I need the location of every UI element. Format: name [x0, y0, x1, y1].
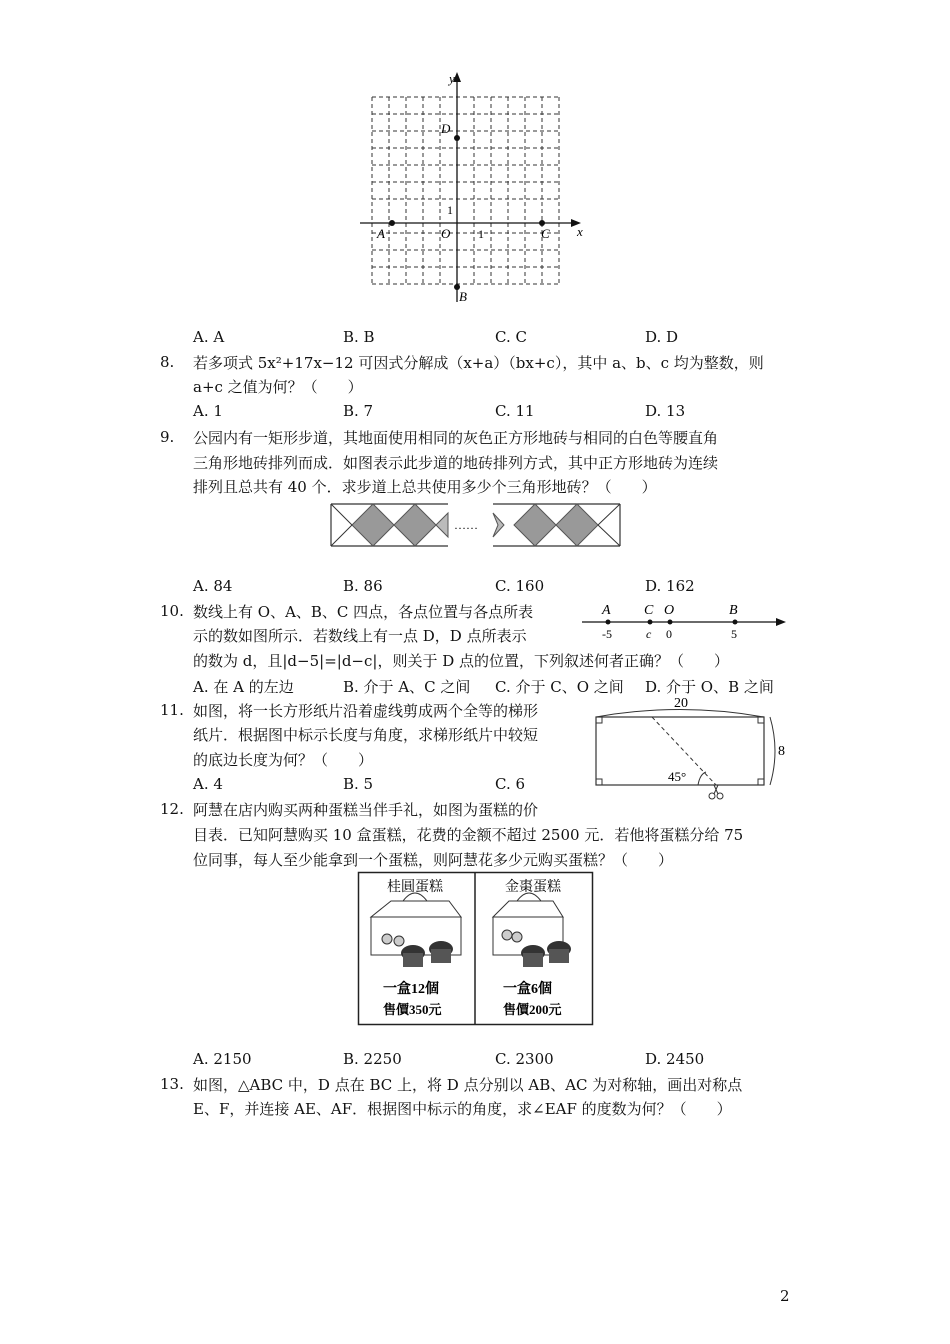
q7-option-d[interactable]: D. D [645, 328, 679, 346]
q13-text-line1: 如图，△ABC 中，D 点在 BC 上，将 D 点分别以 AB、AC 为对称轴，画出对称点 [193, 1076, 743, 1094]
nl-label-c: C [644, 603, 654, 618]
page-number: 2 [780, 1287, 790, 1305]
q12-text-line2: 目表．已知阿慧购买 10 盒蛋糕，花费的金额不超过 2500 元．若他将蛋糕分给 75 [193, 826, 744, 844]
q13-number: 13. [160, 1075, 184, 1093]
cake2-qty: 一盒6個 [503, 982, 552, 997]
q12-number: 12. [160, 800, 184, 818]
q12-option-a[interactable]: A. 2150 [193, 1050, 252, 1068]
nl-value-c: c [646, 627, 652, 641]
q10-option-c[interactable]: C. 介于 C、O 之间 [495, 678, 624, 696]
q10-text-line3: 的数为 d，且|d−5|=|d−c|，则关于 D 点的位置，下列叙述何者正确？（ ） [193, 652, 730, 670]
q10-option-a[interactable]: A. 在 A 的左边 [193, 678, 294, 696]
point-b-label: B [459, 289, 467, 304]
q11-option-b[interactable]: B. 5 [343, 775, 374, 793]
q9-text-line3: 排列且总共有 40 个．求步道上总共使用多少个三角形地砖？（ ） [193, 478, 657, 496]
coordinate-grid-figure [355, 70, 595, 310]
q8-number: 8. [160, 353, 175, 371]
q7-option-b[interactable]: B. B [343, 328, 375, 346]
q9-number: 9. [160, 428, 175, 446]
q8-option-a[interactable]: A. 1 [193, 402, 223, 420]
q8-text-line1: 若多项式 5x²+17x−12 可因式分解成（x+a）（bx+c），其中 a、b、c 均为整数，则 [193, 354, 764, 372]
q12-option-c[interactable]: C. 2300 [495, 1050, 554, 1068]
nl-label-a: A [602, 603, 611, 618]
q10-option-d[interactable]: D. 介于 O、B 之间 [645, 678, 774, 696]
nl-label-b: B [729, 603, 738, 618]
q11-text-line2: 纸片．根据图中标示长度与角度，求梯形纸片中较短 [193, 726, 539, 744]
q8-option-c[interactable]: C. 11 [495, 402, 535, 420]
q8-option-b[interactable]: B. 7 [343, 402, 374, 420]
cake-price-figure [357, 871, 595, 1027]
q10-number: 10. [160, 602, 184, 620]
q7-option-a[interactable]: A. A [193, 328, 225, 346]
unit-x-label: 1 [478, 227, 484, 241]
q11-option-a[interactable]: A. 4 [193, 775, 223, 793]
q8-option-d[interactable]: D. 13 [645, 402, 686, 420]
q10-text-line2: 示的数如图所示．若数线上有一点 D，D 点所表示 [193, 627, 527, 645]
q11-option-c[interactable]: C. 6 [495, 775, 526, 793]
origin-label: O [441, 226, 451, 241]
point-d-label: D [441, 121, 451, 136]
q12-option-d[interactable]: D. 2450 [645, 1050, 705, 1068]
q9-text-line2: 三角形地砖排列而成．如图表示此步道的地砖排列方式，其中正方形地砖为连续 [193, 454, 719, 472]
q13-text-line2: E、F，并连接 AE、AF．根据图中标示的角度，求∠EAF 的度数为何？（ ） [193, 1100, 732, 1118]
x-axis-label: x [577, 224, 583, 239]
angle-label: 45° [668, 769, 687, 784]
point-a-label: A [377, 226, 385, 241]
unit-y-label: 1 [447, 203, 453, 217]
cake1-qty: 一盒12個 [383, 982, 439, 997]
nl-value-o: 0 [666, 627, 672, 641]
q12-text-line1: 阿慧在店内购买两种蛋糕当伴手礼，如图为蛋糕的价 [193, 801, 539, 819]
rect-height-label: 8 [778, 744, 785, 759]
q9-option-b[interactable]: B. 86 [343, 577, 383, 595]
tile-walkway-figure [328, 500, 623, 550]
number-line-figure [580, 598, 790, 644]
tile-dots: …… [454, 518, 478, 532]
q11-text-line1: 如图，将一长方形纸片沿着虚线剪成两个全等的梯形 [193, 702, 539, 720]
point-c-label: C [541, 226, 550, 241]
rectangle-cut-figure [588, 692, 793, 810]
cake1-price: 售價350元 [383, 1002, 442, 1017]
nl-label-o: O [664, 603, 675, 618]
q7-option-c[interactable]: C. C [495, 328, 527, 346]
q8-text-line2: a+c 之值为何？（ ） [193, 378, 363, 396]
q9-option-c[interactable]: C. 160 [495, 577, 545, 595]
q12-option-b[interactable]: B. 2250 [343, 1050, 402, 1068]
nl-value-a: -5 [602, 627, 612, 641]
q9-option-d[interactable]: D. 162 [645, 577, 695, 595]
rect-width-label: 20 [674, 696, 688, 711]
q9-text-line1: 公园内有一矩形步道，其地面使用相同的灰色正方形地砖与相同的白色等腰直角 [193, 429, 719, 447]
q10-text-line1: 数线上有 O、A、B、C 四点，各点位置与各点所表 [193, 603, 534, 621]
cake2-price: 售價200元 [503, 1002, 562, 1017]
nl-value-b: 5 [731, 627, 737, 641]
q11-text-line3: 的底边长度为何？（ ） [193, 751, 374, 769]
cake2-name: 金棗蛋糕 [505, 880, 561, 895]
q12-text-line3: 位同事，每人至少能拿到一个蛋糕，则阿慧花多少元购买蛋糕？（ ） [193, 851, 674, 869]
q9-option-a[interactable]: A. 84 [193, 577, 233, 595]
q11-number: 11. [160, 701, 184, 719]
y-axis-label: y [449, 71, 455, 86]
scissors-icon [709, 785, 723, 799]
q10-option-b[interactable]: B. 介于 A、C 之间 [343, 678, 471, 696]
cake1-name: 桂圓蛋糕 [387, 880, 443, 895]
